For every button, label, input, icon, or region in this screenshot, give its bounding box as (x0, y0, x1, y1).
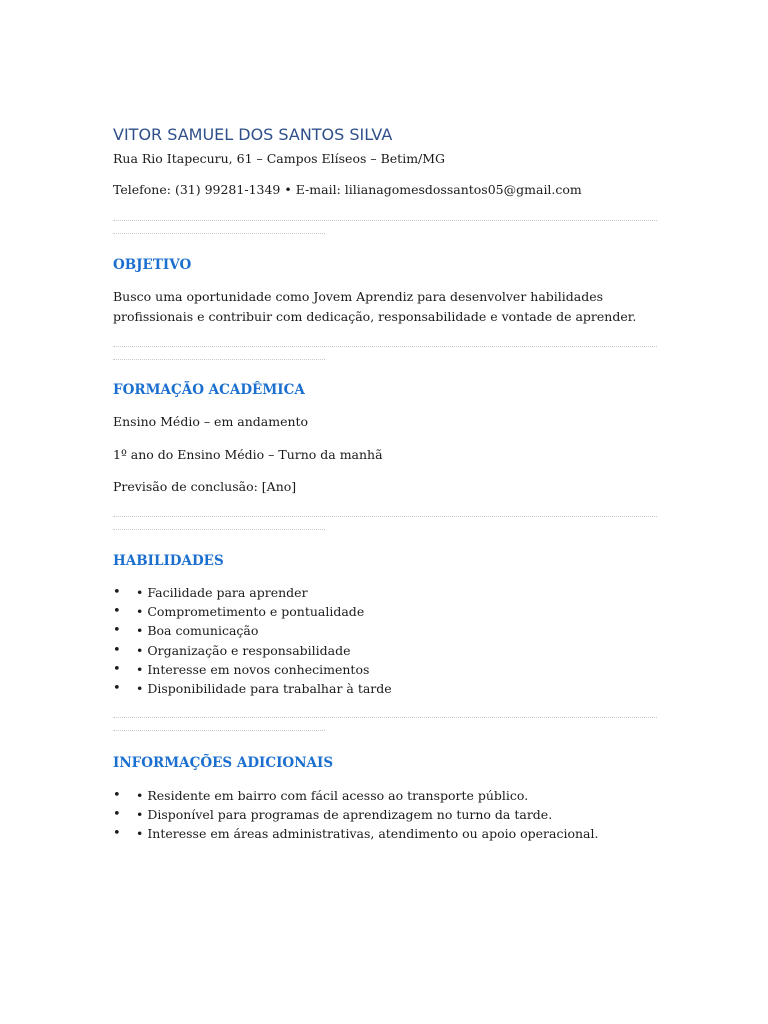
formacao-heading: FORMAÇÃO ACADÊMICA (113, 382, 305, 398)
bullet-icon: • (113, 680, 121, 696)
list-item-text: • Disponível para programas de aprendizagem no turno da tarde. (136, 807, 553, 823)
list-item-text: • Comprometimento e pontualidade (136, 604, 365, 620)
list-item-text: • Organização e responsabilidade (136, 642, 351, 658)
list-item-text: • Interesse em áreas administrativas, atendimento ou apoio operacional. (136, 826, 599, 842)
divider-line-short (113, 359, 325, 360)
divider-line-short (113, 730, 325, 731)
section-divider (113, 717, 657, 731)
habilidades-heading: HABILIDADES (113, 553, 224, 569)
divider-line-long (113, 346, 657, 347)
list-item-text: • Facilidade para aprender (136, 585, 308, 600)
section-divider (113, 346, 657, 360)
address-line: Rua Rio Itapecuru, 61 – Campos Elíseos – Betim/MG (113, 151, 446, 166)
adicionais-heading: INFORMAÇÕES ADICIONAIS (113, 755, 334, 771)
divider-line-long (113, 220, 657, 221)
section-divider (113, 220, 657, 234)
divider-line-long (113, 717, 657, 718)
formacao-line: 1º ano do Ensino Médio – Turno da manhã (113, 447, 383, 462)
contact-line: Telefone: (31) 99281-1349 • E-mail: lilianagomesdossantos05@gmail.com (113, 182, 582, 197)
divider-line-long (113, 516, 657, 517)
bullet-icon: • (113, 585, 121, 600)
list-item-text: • Residente em bairro com fácil acesso ao transporte público. (136, 788, 529, 803)
list-item-text: • Disponibilidade para trabalhar à tarde (136, 680, 392, 696)
list-item-text: • Boa comunicação (136, 623, 259, 639)
bullet-icon: • (113, 661, 121, 677)
list-item-text: • Interesse em novos conhecimentos (136, 661, 370, 677)
bullet-icon: • (113, 788, 121, 803)
bullet-icon: • (113, 642, 121, 658)
bullet-icon: • (113, 623, 121, 639)
formacao-line: Ensino Médio – em andamento (113, 414, 309, 429)
objetivo-heading: OBJETIVO (113, 257, 192, 273)
formacao-line: Previsão de conclusão: [Ano] (113, 479, 297, 494)
bullet-icon: • (113, 604, 121, 620)
bullet-icon: • (113, 807, 121, 823)
section-divider (113, 516, 657, 530)
divider-line-short (113, 233, 325, 234)
divider-line-short (113, 529, 325, 530)
candidate-name: VITOR SAMUEL DOS SANTOS SILVA (113, 125, 393, 144)
objetivo-text: Busco uma oportunidade como Jovem Aprendiz para desenvolver habilidades profissionais e contribuir com dedicação, responsabilidade e vontade de aprender. (113, 289, 637, 324)
bullet-icon: • (113, 826, 121, 842)
